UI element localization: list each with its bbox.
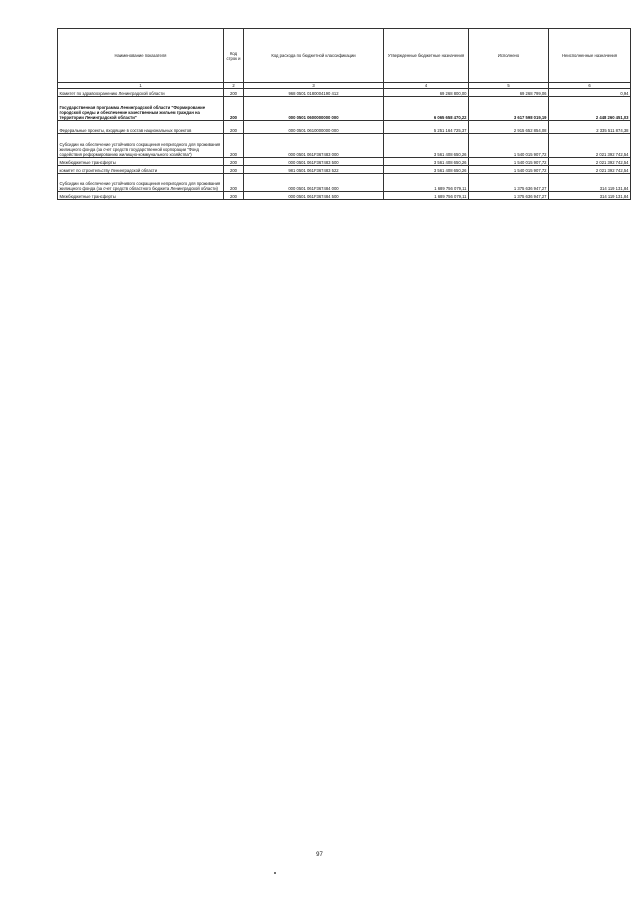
table-row (58, 174, 631, 192)
row-bk-code: 000 0501 0600000000 000 (244, 97, 384, 121)
row-executed: 1 540 015 907,72 (469, 166, 549, 174)
row-unexecuted: 2 021 392 742,54 (549, 166, 631, 174)
column-index: 3 (244, 83, 384, 89)
row-unexecuted: 2 021 392 742,54 (549, 134, 631, 158)
table-row (58, 89, 631, 97)
column-index: 1 (58, 83, 224, 89)
budget-report-page (57, 28, 630, 200)
row-approved: 69 268 800,00 (384, 89, 469, 97)
row-approved: 5 251 164 725,37 (384, 121, 469, 134)
row-executed: 1 540 015 907,72 (469, 134, 549, 158)
header-name: Наименование показателя (58, 29, 224, 83)
row-code: 200 (224, 158, 244, 166)
row-bk-code: 000 0501 0610000000 000 (244, 121, 384, 134)
column-index: 2 (224, 83, 244, 89)
row-name: Субсидии на обеспечение устойчивого сокращения непригодного для проживания жилищного фонда (за счет средств областного бюджета Ленинградской области) (58, 174, 224, 192)
row-unexecuted: 314 119 131,84 (549, 174, 631, 192)
row-approved: 1 689 756 079,11 (384, 174, 469, 192)
row-bk-code: 000 0501 061F367484 000 (244, 174, 384, 192)
row-name: Федеральные проекты, входящие в состав национальных проектов (58, 121, 224, 134)
row-name: Государственная программа Ленинградской области "Формирование городской среды и обеспечение качественным жильем граждан на территории Ленинградской области" (58, 97, 224, 121)
header-approved: Утвержденные бюджетные назначения (384, 29, 469, 83)
row-code: 200 (224, 174, 244, 192)
row-unexecuted: 314 119 131,84 (549, 192, 631, 200)
row-bk-code: 000 0501 061F367483 000 (244, 134, 384, 158)
table-row (58, 121, 631, 134)
row-name: Субсидии на обеспечение устойчивого сокращения непригодного для проживания жилищного фонда (за счет средств государственной корпорации "Фонд содействия реформированию жилищно-коммунального хозяйства") (58, 134, 224, 158)
row-name: Комитет по здравоохранению Ленинградской области (58, 89, 224, 97)
table-header-row (58, 29, 631, 83)
header-executed: Исполнено (469, 29, 549, 83)
row-executed: 1 375 636 947,27 (469, 174, 549, 192)
row-unexecuted: 2 448 260 451,03 (549, 97, 631, 121)
row-code: 200 (224, 166, 244, 174)
row-approved: 6 065 658 470,22 (384, 97, 469, 121)
row-unexecuted: 2 021 392 742,54 (549, 158, 631, 166)
scan-speck (274, 872, 276, 874)
row-executed: 1 540 015 907,72 (469, 158, 549, 166)
header-code: Код строк и (224, 29, 244, 83)
row-code: 200 (224, 97, 244, 121)
row-approved: 1 689 756 079,11 (384, 192, 469, 200)
table-row (58, 97, 631, 121)
row-executed: 2 915 652 854,08 (469, 121, 549, 134)
row-approved: 3 561 408 650,26 (384, 134, 469, 158)
column-index: 6 (549, 83, 631, 89)
header-bk: Код расхода по бюджетной классификации (244, 29, 384, 83)
table-row (58, 166, 631, 174)
row-approved: 3 561 408 650,26 (384, 158, 469, 166)
row-name: Межбюджетные трансферты (58, 158, 224, 166)
row-bk-code: 000 0501 061F367483 500 (244, 158, 384, 166)
table-row (58, 134, 631, 158)
row-name: комитет по строительству Ленинградской области (58, 166, 224, 174)
row-code: 200 (224, 121, 244, 134)
row-approved: 3 561 408 650,26 (384, 166, 469, 174)
budget-execution-table (57, 28, 631, 200)
row-name: Межбюджетные трансферты (58, 192, 224, 200)
table-row (58, 192, 631, 200)
row-bk-code: 981 0501 061F367483 522 (244, 166, 384, 174)
row-unexecuted: 0,94 (549, 89, 631, 97)
row-code: 200 (224, 192, 244, 200)
row-unexecuted: 2 335 511 874,38 (549, 121, 631, 134)
row-code: 200 (224, 89, 244, 97)
column-index: 5 (469, 83, 549, 89)
row-executed: 3 617 598 019,19 (469, 97, 549, 121)
row-code: 200 (224, 134, 244, 158)
page-number: 97 (316, 852, 323, 858)
table-row (58, 158, 631, 166)
row-bk-code: 000 0501 061F367484 500 (244, 192, 384, 200)
header-unexecuted: Неисполненные назначения (549, 29, 631, 83)
row-bk-code: 968 0501 0180004190 412 (244, 89, 384, 97)
table-body (58, 89, 631, 200)
row-executed: 69 268 799,06 (469, 89, 549, 97)
row-executed: 1 375 636 947,27 (469, 192, 549, 200)
column-index: 4 (384, 83, 469, 89)
